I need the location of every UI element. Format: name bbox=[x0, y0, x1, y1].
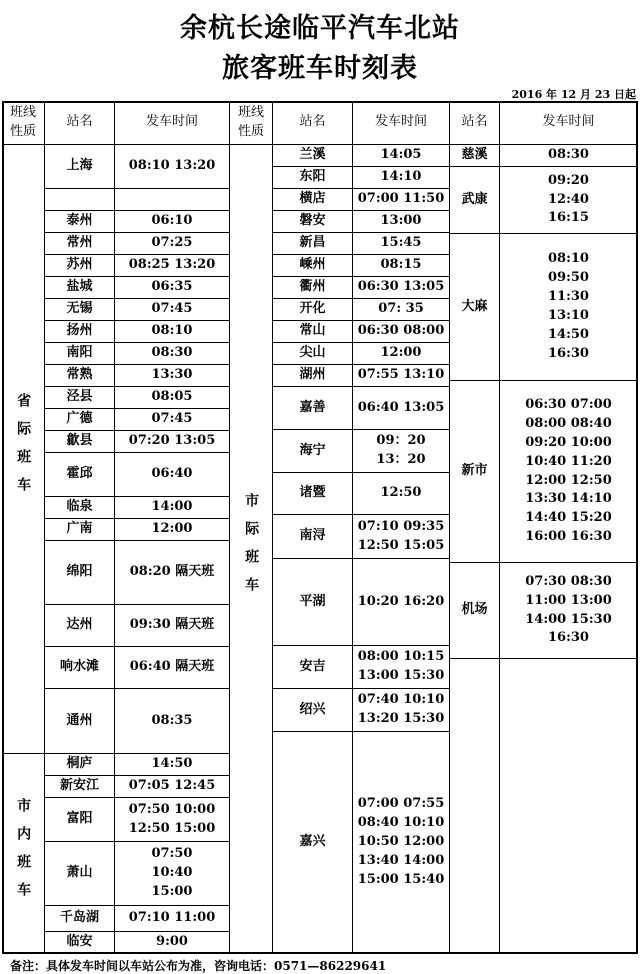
header-station-1: 站名 bbox=[45, 101, 115, 145]
departure-times: 08:30 bbox=[500, 145, 638, 167]
departure-times: 12:00 bbox=[353, 343, 450, 365]
station-cell: 嘉兴 bbox=[273, 732, 353, 954]
departure-times: 13:00 bbox=[353, 211, 450, 233]
station-cell: 无锡 bbox=[45, 299, 115, 321]
station-cell: 千岛湖 bbox=[45, 906, 115, 932]
station-cell: 慈溪 bbox=[450, 145, 500, 167]
station-cell: 新昌 bbox=[273, 233, 353, 255]
departure-times: 06:35 bbox=[115, 277, 230, 299]
header-time-2: 发车时间 bbox=[353, 101, 450, 145]
station-cell: 新安江 bbox=[45, 776, 115, 798]
departure-times: 07:00 11:50 bbox=[353, 189, 450, 211]
station-cell: 泰州 bbox=[45, 211, 115, 233]
departure-times: 07:25 bbox=[115, 233, 230, 255]
departure-times: 9:00 bbox=[115, 932, 230, 954]
station-cell: 新市 bbox=[450, 381, 500, 563]
departure-times: 07:55 13:10 bbox=[353, 365, 450, 387]
station-cell bbox=[450, 659, 500, 954]
header-station-3: 站名 bbox=[450, 101, 500, 145]
departure-times: 07:30 08:30 11:00 13:00 14:00 15:30 16:30 bbox=[500, 563, 638, 659]
station-cell: 湖州 bbox=[273, 365, 353, 387]
station-cell bbox=[45, 189, 115, 211]
departure-times: 06:10 bbox=[115, 211, 230, 233]
station-cell: 常山 bbox=[273, 321, 353, 343]
header-type-2: 班线 性质 bbox=[230, 101, 273, 145]
station-cell: 达州 bbox=[45, 605, 115, 647]
station-cell: 嘉善 bbox=[273, 387, 353, 430]
category-local: 市内班车 bbox=[2, 754, 45, 954]
station-cell: 绵阳 bbox=[45, 541, 115, 605]
departure-times bbox=[500, 659, 638, 954]
station-cell: 海宁 bbox=[273, 430, 353, 473]
station-cell: 广南 bbox=[45, 519, 115, 541]
station-cell: 平湖 bbox=[273, 559, 353, 646]
station-cell: 常熟 bbox=[45, 365, 115, 387]
station-cell: 衢州 bbox=[273, 277, 353, 299]
header-time-1: 发车时间 bbox=[115, 101, 230, 145]
departure-times: 08:00 10:15 13:00 15:30 bbox=[353, 646, 450, 689]
station-cell: 盐城 bbox=[45, 277, 115, 299]
departure-times: 08:10 13:20 bbox=[115, 145, 230, 189]
station-cell: 南浔 bbox=[273, 515, 353, 559]
category-provincial: 省际班车 bbox=[2, 145, 45, 754]
station-cell: 上海 bbox=[45, 145, 115, 189]
departure-times: 06:40 13:05 bbox=[353, 387, 450, 430]
departure-times: 12:50 bbox=[353, 473, 450, 515]
station-cell: 东阳 bbox=[273, 167, 353, 189]
station-cell: 富阳 bbox=[45, 798, 115, 842]
departure-times: 06:30 13:05 bbox=[353, 277, 450, 299]
station-cell: 常州 bbox=[45, 233, 115, 255]
departure-times: 07:45 bbox=[115, 409, 230, 431]
departure-times: 09:30 隔天班 bbox=[115, 605, 230, 647]
station-cell: 嵊州 bbox=[273, 255, 353, 277]
departure-times: 07:10 09:35 12:50 15:05 bbox=[353, 515, 450, 559]
station-cell: 广德 bbox=[45, 409, 115, 431]
station-cell: 开化 bbox=[273, 299, 353, 321]
departure-times: 10:20 16:20 bbox=[353, 559, 450, 646]
effective-date: 2016 年 12 月 23 日起 bbox=[511, 88, 636, 101]
header-time-3: 发车时间 bbox=[500, 101, 638, 145]
departure-times bbox=[115, 189, 230, 211]
station-title: 余杭长途临平汽车北站 bbox=[180, 13, 460, 44]
station-cell: 歙县 bbox=[45, 431, 115, 453]
departure-times: 08:10 09:50 11:30 13:10 14:50 16:30 bbox=[500, 234, 638, 381]
departure-times: 07:00 07:55 08:40 10:10 10:50 12:00 13:40 14:00 15:00 15:40 bbox=[353, 732, 450, 954]
station-cell: 桐庐 bbox=[45, 754, 115, 776]
station-cell: 横店 bbox=[273, 189, 353, 211]
timetable-subtitle: 旅客班车时刻表 bbox=[222, 53, 418, 84]
station-cell: 绍兴 bbox=[273, 689, 353, 732]
header-type-1: 班线 性质 bbox=[2, 101, 45, 145]
departure-times: 07: 35 bbox=[353, 299, 450, 321]
departure-times: 08:05 bbox=[115, 387, 230, 409]
station-cell: 扬州 bbox=[45, 321, 115, 343]
departure-times: 09:20 12:40 16:15 bbox=[500, 167, 638, 234]
departure-times: 07:10 11:00 bbox=[115, 906, 230, 932]
departure-times: 15:45 bbox=[353, 233, 450, 255]
station-cell: 大麻 bbox=[450, 234, 500, 381]
departure-times: 14:50 bbox=[115, 754, 230, 776]
station-cell: 武康 bbox=[450, 167, 500, 234]
departure-times: 07:40 10:10 13:20 15:30 bbox=[353, 689, 450, 732]
station-cell: 霍邱 bbox=[45, 453, 115, 497]
departure-times: 07:50 10:40 15:00 bbox=[115, 842, 230, 906]
departure-times: 08:30 bbox=[115, 343, 230, 365]
departure-times: 09：20 13：20 bbox=[353, 430, 450, 473]
station-cell: 通州 bbox=[45, 689, 115, 754]
departure-times: 07:20 13:05 bbox=[115, 431, 230, 453]
departure-times: 13:30 bbox=[115, 365, 230, 387]
departure-times: 08:20 隔天班 bbox=[115, 541, 230, 605]
station-cell: 机场 bbox=[450, 563, 500, 659]
station-cell: 兰溪 bbox=[273, 145, 353, 167]
station-cell: 响水滩 bbox=[45, 647, 115, 689]
departure-times: 07:45 bbox=[115, 299, 230, 321]
station-cell: 萧山 bbox=[45, 842, 115, 906]
timetable bbox=[2, 101, 638, 954]
station-cell: 南阳 bbox=[45, 343, 115, 365]
departure-times: 07:05 12:45 bbox=[115, 776, 230, 798]
station-cell: 诸暨 bbox=[273, 473, 353, 515]
station-cell: 临泉 bbox=[45, 497, 115, 519]
station-cell: 尖山 bbox=[273, 343, 353, 365]
category-city: 市际班车 bbox=[230, 145, 273, 954]
station-cell: 泾县 bbox=[45, 387, 115, 409]
header-station-2: 站名 bbox=[273, 101, 353, 145]
footer-note: 备注：具体发车时间以车站公布为准，咨询电话：0571—86229641 bbox=[10, 959, 387, 973]
departure-times: 08:10 bbox=[115, 321, 230, 343]
departure-times: 06:30 07:00 08:00 08:40 09:20 10:00 10:40 11:20 12:00 12:50 13:30 14:10 14:40 15:20 16:00 16:30 bbox=[500, 381, 638, 563]
departure-times: 14:05 bbox=[353, 145, 450, 167]
departure-times: 08:25 13:20 bbox=[115, 255, 230, 277]
departure-times: 08:35 bbox=[115, 689, 230, 754]
departure-times: 12:00 bbox=[115, 519, 230, 541]
station-cell: 安吉 bbox=[273, 646, 353, 689]
departure-times: 06:40 bbox=[115, 453, 230, 497]
departure-times: 08:15 bbox=[353, 255, 450, 277]
departure-times: 14:00 bbox=[115, 497, 230, 519]
station-cell: 磐安 bbox=[273, 211, 353, 233]
departure-times: 06:30 08:00 bbox=[353, 321, 450, 343]
station-cell: 苏州 bbox=[45, 255, 115, 277]
departure-times: 07:50 10:00 12:50 15:00 bbox=[115, 798, 230, 842]
station-cell: 临安 bbox=[45, 932, 115, 954]
departure-times: 06:40 隔天班 bbox=[115, 647, 230, 689]
departure-times: 14:10 bbox=[353, 167, 450, 189]
